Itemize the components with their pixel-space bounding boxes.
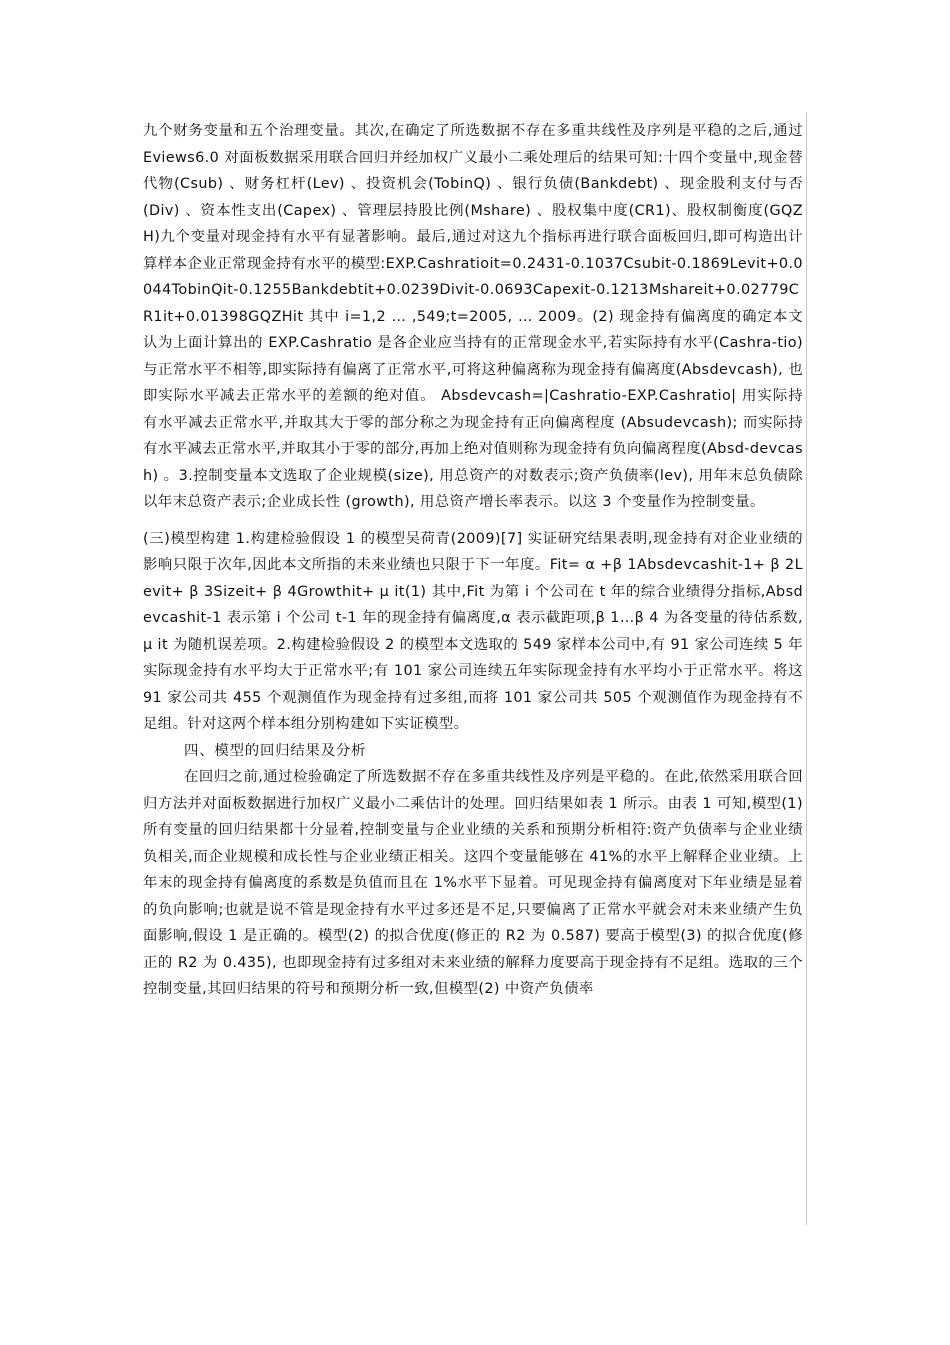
paragraph-hypothesis-models: (三)模型构建 1.构建检验假设 1 的模型吴荷青(2009)[7] 实证研究结果表明,现金持有对企业业绩的影响只限于次年,因此本文所指的未来业绩也只限于下一年度。Fit= α +β 1Absdevcashit-1+ β 2Levit+ β 3Sizeit+ β 4Growthit+ μ it(1) 其中,Fit 为第 i 个公司在 t 年的综合业绩得分指标,Absdevcashit-1 表示第 i 个公司 t-1 年的现金持有偏离度,α 表示截距项,β 1…β 4 为各变量的待估系数,μ it 为随机误差项。2.构建检验假设 2 的模型本文选取的 549 家样本公司中,有 91 家公司连续 5 年实际现金持有水平均大于正常水平;有 101 家公司连续五年实际现金持有水平均小于正常水平。将这 91 家公司共 455 个观测值作为现金持有过多组,而将 101 家公司共 505 个观测值作为现金持有不足组。针对这两个样本组分别构建如下实证模型。 <box>143 530 803 732</box>
section-heading: 四、模型的回归结果及分析 <box>184 742 367 759</box>
paragraph-model-construction: 九个财务变量和五个治理变量。其次,在确定了所选数据不存在多重共线性及序列是平稳的之后,通过 Eviews6.0 对面板数据采用联合回归并经加权广义最小二乘处理后的结果可知:十四个变量中,现金替代物(Csub) 、财务杠杆(Lev) 、投资机会(TobinQ) 、银行负债(Bankdebt) 、现金股利支付与否 (Div) 、资本性支出(Capex) 、管理层持股比例(Mshare) 、股权集中度(CR1)、股权制衡度(GQZH)九个变量对现金持有水平有显著影响。最后,通过对这九个指标再进行联合面板回归,即可构造出计算样本企业正常现金持有水平的模型:EXP.Cashratioit=0.2431-0.1037Csubit-0.1869Levit+0.0044TobinQit-0.1255Bankdebtit+0.0239Divit-0.0693Capexit-0.1213Mshareit+0.02779CR1it+0.01398GQZHit 其中 i=1,2 … ,549;t=2005, … 2009。(2) 现金持有偏离度的确定本文认为上面计算出的 EXP.Cashratio 是各企业应当持有的正常现金水平,若实际持有水平(Cashra-tio) 与正常水平不相等,即实际持有偏离了正常水平,可将这种偏离称为现金持有偏离度(Absdevcash), 也即实际水平减去正常水平的差额的绝对值。 Absdevcash=|Cashratio-EXP.Cashratio| 用实际持有水平减去正常水平,并取其大于零的部分称之为现金持有正向偏离程度 (Absudevcash); 而实际持有水平减去正常水平,并取其小于零的部分,再加上绝对值则称为现金持有负向偏离程度(Absd-devcash) 。3.控制变量本文选取了企业规模(size), 用总资产的对数表示;资产负债率(lev), 用年末总负债除以年末总资产表示;企业成长性 (growth), 用总资产增长率表示。以这 3 个变量作为控制变量。 <box>143 123 803 510</box>
text-column <box>143 118 803 1003</box>
paragraph-regression-results: 在回归之前,通过检验确定了所选数据不存在多重共线性及序列是平稳的。在此,依然采用联合回归方法并对面板数据进行加权广义最小二乘估计的处理。回归结果如表 1 所示。由表 1 可知,模型(1) 所有变量的回归结果都十分显着,控制变量与企业业绩的关系和预期分析相符:资产负债率与企业业绩负相关,而企业规模和成长性与企业业绩正相关。这四个变量能够在 41%的水平上解释企业业绩。上年末的现金持有偏离度的系数是负值而且在 1%水平下显着。可见现金持有偏离度对下年业绩是显着的负向影响;也就是说不管是现金持有水平过多还是不足,只要偏离了正常水平就会对未来业绩产生负面影响,假设 1 是正确的。模型(2) 的拟合优度(修正的 R2 为 0.587) 要高于模型(3) 的拟合优度(修正的 R2 为 0.435), 也即现金持有过多组对未来业绩的解释力度要高于现金持有不足组。选取的三个控制变量,其回归结果的符号和预期分析一致,但模型(2) 中资产负债率 <box>143 769 803 997</box>
right-margin-rule <box>806 112 807 1225</box>
